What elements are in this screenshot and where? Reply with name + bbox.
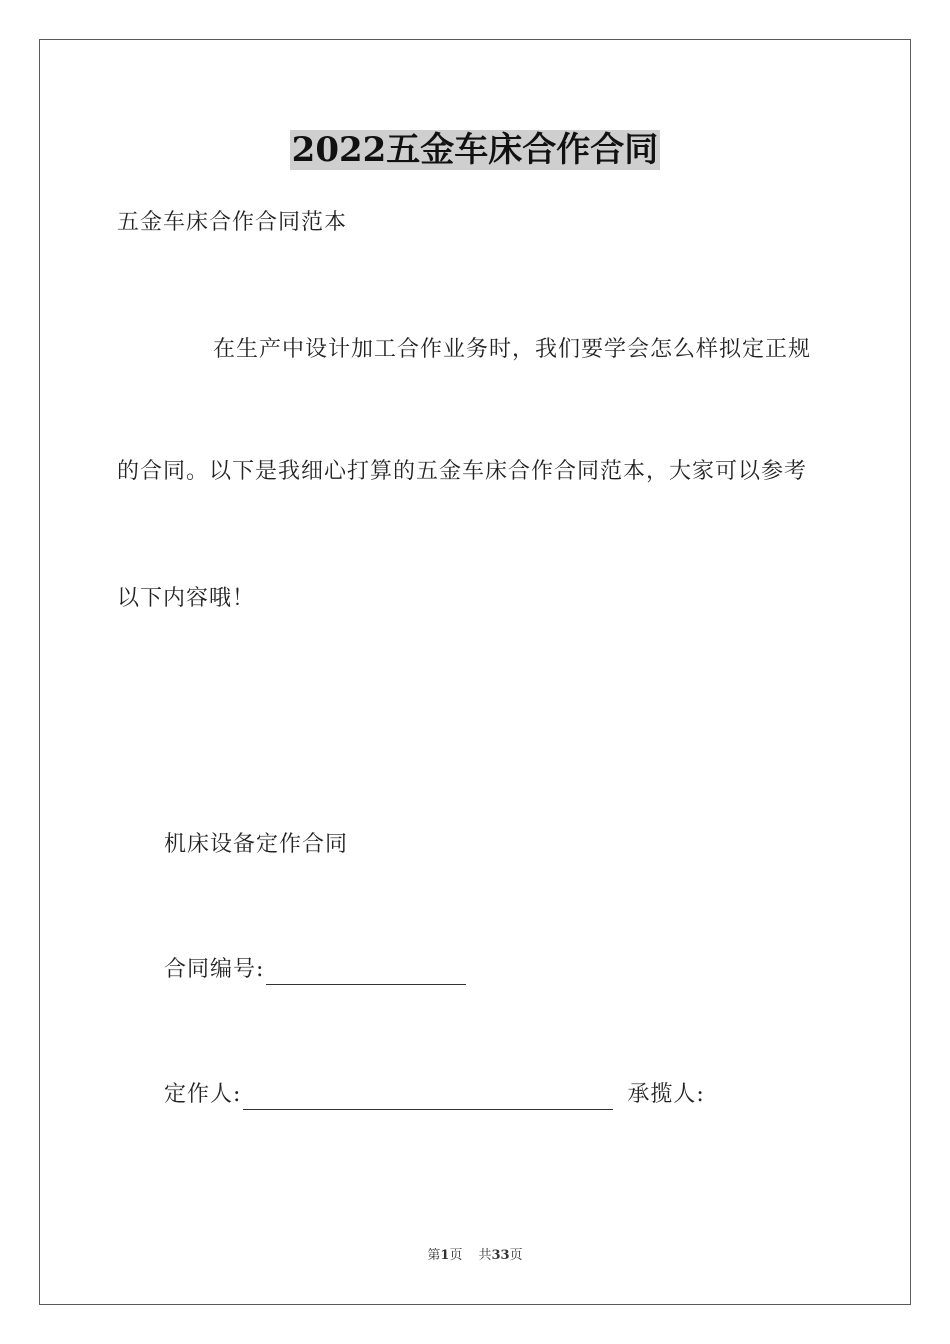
orderer-label: 定作人: [164, 1082, 242, 1107]
total-prefix: 共 [478, 1248, 492, 1263]
page-footer [0, 1246, 950, 1266]
total-pages: 33 [491, 1248, 510, 1263]
intro-paragraph-line-1: 在生产中设计加工合作业务时，我们要学会怎么样拟定正规 [213, 337, 812, 362]
page-prefix: 第 [427, 1248, 441, 1263]
document-title-text: 2022五金车床合作合同 [291, 130, 659, 170]
contract-number-blank[interactable] [266, 962, 466, 985]
contract-number-label: 合同编号: [164, 957, 265, 982]
intro-paragraph-line-2: 的合同。以下是我细心打算的五金车床合作合同范本，大家可以参考 [117, 459, 808, 484]
total-suffix: 页 [509, 1248, 523, 1263]
contract-heading: 机床设备定作合同 [164, 832, 349, 857]
page-number: 1 [440, 1248, 450, 1263]
contract-number-row [164, 955, 466, 985]
parties-row [164, 1080, 705, 1110]
intro-paragraph-line-3: 以下内容哦！ [117, 586, 256, 611]
document-subtitle: 五金车床合作合同范本 [117, 210, 348, 235]
contractor-label: 承揽人: [627, 1082, 705, 1107]
page-suffix: 页 [449, 1248, 463, 1263]
document-title [0, 128, 950, 172]
orderer-blank[interactable] [243, 1087, 613, 1110]
